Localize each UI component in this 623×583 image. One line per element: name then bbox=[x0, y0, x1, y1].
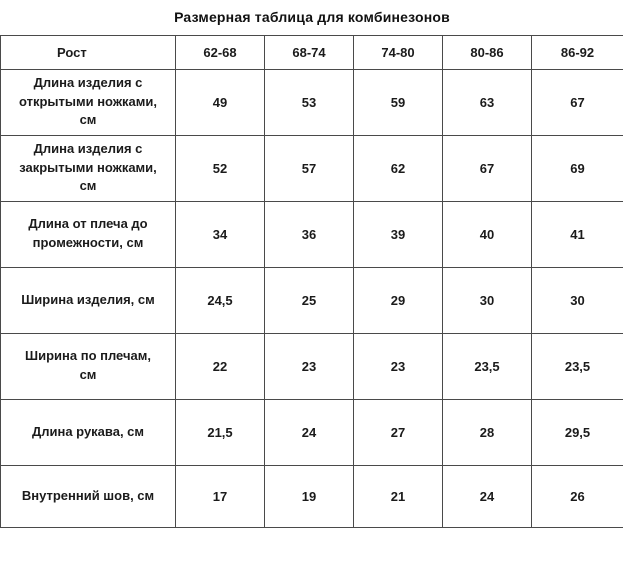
table-cell: 28 bbox=[443, 399, 532, 465]
table-cell: 63 bbox=[443, 69, 532, 135]
table-cell: 36 bbox=[265, 201, 354, 267]
table-cell: 24,5 bbox=[176, 267, 265, 333]
table-cell: 21 bbox=[354, 465, 443, 527]
table-cell: 23,5 bbox=[532, 333, 623, 399]
table-cell: 53 bbox=[265, 69, 354, 135]
table-cell: 22 bbox=[176, 333, 265, 399]
table-row bbox=[1, 267, 623, 333]
column-header-74-80: 74-80 bbox=[354, 35, 443, 69]
table-row bbox=[1, 465, 623, 527]
column-header-80-86: 80-86 bbox=[443, 35, 532, 69]
page-title: Размерная таблица для комбинезонов bbox=[1, 0, 623, 35]
table-cell: 57 bbox=[265, 135, 354, 201]
table-cell: 30 bbox=[532, 267, 623, 333]
table-header-row bbox=[1, 35, 623, 69]
table-cell: 24 bbox=[443, 465, 532, 527]
table-cell: 30 bbox=[443, 267, 532, 333]
table-cell: 23 bbox=[354, 333, 443, 399]
row-label: Длина от плеча до промежности, см bbox=[1, 201, 176, 267]
table-row bbox=[1, 399, 623, 465]
row-label: Ширина по плечам, см bbox=[1, 333, 176, 399]
table-cell: 23,5 bbox=[443, 333, 532, 399]
table-row bbox=[1, 333, 623, 399]
table-cell: 21,5 bbox=[176, 399, 265, 465]
row-label: Длина изделия с закрытыми ножками, см bbox=[1, 135, 176, 201]
table-cell: 29 bbox=[354, 267, 443, 333]
table-cell: 25 bbox=[265, 267, 354, 333]
table-row bbox=[1, 201, 623, 267]
table-cell: 29,5 bbox=[532, 399, 623, 465]
table-row bbox=[1, 69, 623, 135]
column-header-68-74: 68-74 bbox=[265, 35, 354, 69]
table-cell: 23 bbox=[265, 333, 354, 399]
table-cell: 67 bbox=[443, 135, 532, 201]
table-cell: 41 bbox=[532, 201, 623, 267]
table-cell: 39 bbox=[354, 201, 443, 267]
table-cell: 17 bbox=[176, 465, 265, 527]
row-label: Длина рукава, см bbox=[1, 399, 176, 465]
table-row bbox=[1, 135, 623, 201]
table-title-row bbox=[1, 0, 623, 35]
table-cell: 24 bbox=[265, 399, 354, 465]
table-cell: 69 bbox=[532, 135, 623, 201]
row-label: Внутренний шов, см bbox=[1, 465, 176, 527]
table-cell: 59 bbox=[354, 69, 443, 135]
table-cell: 26 bbox=[532, 465, 623, 527]
column-header-62-68: 62-68 bbox=[176, 35, 265, 69]
table-cell: 62 bbox=[354, 135, 443, 201]
table-cell: 34 bbox=[176, 201, 265, 267]
table-cell: 67 bbox=[532, 69, 623, 135]
row-label: Ширина изделия, см bbox=[1, 267, 176, 333]
table-cell: 19 bbox=[265, 465, 354, 527]
column-header-rost: Рост bbox=[1, 35, 176, 69]
table-cell: 52 bbox=[176, 135, 265, 201]
table-cell: 40 bbox=[443, 201, 532, 267]
column-header-86-92: 86-92 bbox=[532, 35, 623, 69]
table-cell: 27 bbox=[354, 399, 443, 465]
table-cell: 49 bbox=[176, 69, 265, 135]
row-label: Длина изделия с открытыми ножками, см bbox=[1, 69, 176, 135]
